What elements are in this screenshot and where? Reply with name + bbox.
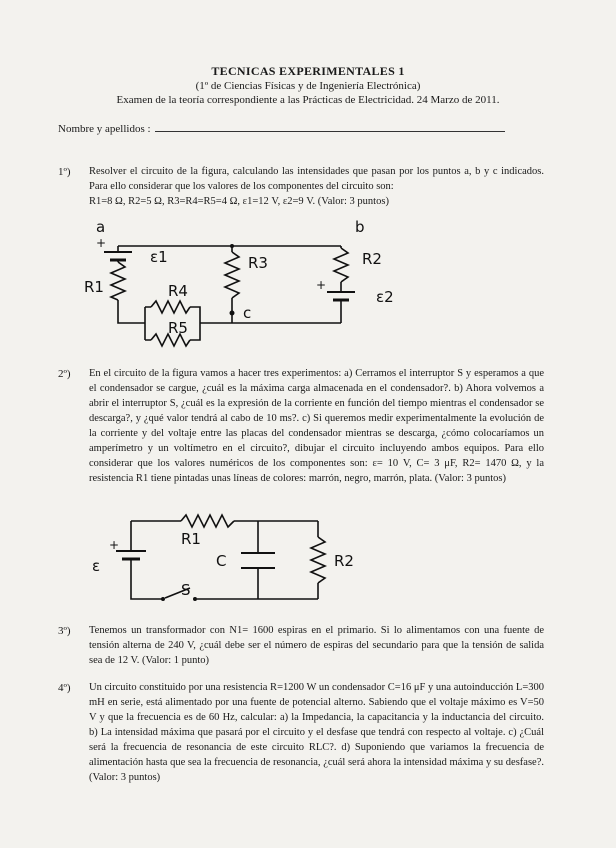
question-2-number: 2º) xyxy=(58,368,71,380)
question-1-values: R1=8 Ω, R2=5 Ω, R3=R4=R5=4 Ω, ε1=12 V, ε2=9 V. (Valor: 3 puntos) xyxy=(89,196,389,207)
name-label: Nombre y apellidos : xyxy=(58,123,151,135)
c2-label-s: S xyxy=(181,581,191,599)
c1-label-r5: R5 xyxy=(168,319,188,337)
question-3-text: Tenemos un transformador con N1= 1600 espiras en el primario. Si lo alimentamos con una fuente de tensión alterna de 240 V, ¿cuál debe ser el número de espiras del secundario para que la tensión de salida sea de 12 V. (Valor: 1 punto) xyxy=(89,625,544,666)
question-4-text: Un circuito constituido por una resistencia R=1200 W un condensador C=16 μF y una autoinducción L=300 mH en serie, está alimentado por una fuente de potencial alterno. Sabiendo que el voltaje máximo es V=50 V y que la frecuencia es de 60 Hz, calcular: a) la Impedancia, la capacitancia y la inductancia del circuito. b) La intensidad máxima que pasará por el circuito y el desfase que tendrá con respecto al voltaje. c) ¿Cuál será la frecuencia de resonancia de este circuito RLC?. d) Suponiendo que variamos la frecuencia de alimentación hasta que sea la frecuencia de resonancia, ¿cuál será ahora la intensidad máxima y su desfase?. (Valor: 3 puntos) xyxy=(89,682,544,783)
c1-plus-2: + xyxy=(316,278,327,292)
c1-label-b: b xyxy=(355,218,365,236)
question-1-number: 1º) xyxy=(58,166,71,178)
c1-label-r2: R2 xyxy=(362,250,382,268)
c2-label-r1: R1 xyxy=(181,530,201,548)
c2-plus: + xyxy=(109,538,120,552)
c2-label-c: C xyxy=(216,552,227,570)
exam-subtitle: (1º de Ciencias Físicas y de Ingeniería Electrónica) xyxy=(195,80,421,92)
exam-description: Examen de la teoría correspondiente a las Prácticas de Electricidad. 24 Marzo de 2011. xyxy=(116,94,500,106)
question-1-body: Resolver el circuito de la figura, calculando las intensidades que pasan por los puntos a, b y c indicados. Para ello considerar que los valores de los componentes del circuito son: xyxy=(89,166,544,192)
question-4-number: 4º) xyxy=(58,682,71,694)
c1-plus-1: + xyxy=(96,236,107,250)
c1-label-e1: ε1 xyxy=(150,248,168,266)
c2-label-r2: R2 xyxy=(334,552,354,570)
question-2-text: En el circuito de la figura vamos a hacer tres experimentos: a) Cerramos el interruptor S y esperamos a que el condensador se cargue, ¿cuál es la máxima carga almacenada en el condensador?. b) Ahora volvemos a abrir el interruptor S, ¿cuál es la expresión de la corriente en función del tiempo mientras el condensador se descarga?, y ¿qué valor tendrá al cabo de 10 ms?. c) Si queremos medir experimentalmente la evolución de la corriente y del voltaje entre las placas del condensador mientras se descarga, ¿cómo colocaríamos un amperímetro y un voltímetro en el circuito?, dibujar el circuito incluyendo ambos equipos. Para ello considerar que los valores numéricos de los componentes son: ε= 10 V, C= 3 μF, R2= 1470 Ω, y la resistencia R1 tiene pintadas unas líneas de colores: marrón, negro, marrón, plata. (Valor: 3 puntos) xyxy=(89,368,544,484)
c1-label-r1: R1 xyxy=(84,278,104,296)
exam-title: TECNICAS EXPERIMENTALES 1 xyxy=(211,64,405,78)
c1-label-e2: ε2 xyxy=(376,288,394,306)
c1-label-a: a xyxy=(96,218,106,236)
c1-label-c: c xyxy=(243,304,252,322)
c1-label-r4: R4 xyxy=(168,282,188,300)
c2-label-e: ε xyxy=(92,557,101,575)
question-3-number: 3º) xyxy=(58,625,71,637)
c1-label-r3: R3 xyxy=(248,254,268,272)
